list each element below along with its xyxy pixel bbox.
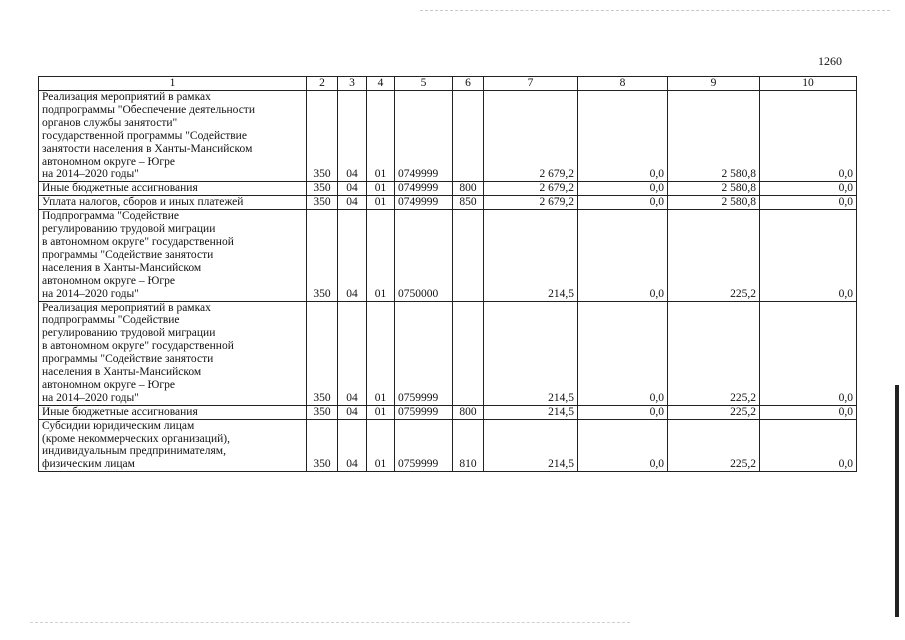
cell-code-6: 800 xyxy=(453,405,484,419)
cell-amount-8: 0,0 xyxy=(578,405,668,419)
cell-amount-7: 214,5 xyxy=(484,419,578,472)
table-row xyxy=(39,419,857,472)
cell-amount-10: 0,0 xyxy=(760,196,857,210)
cell-code-2: 350 xyxy=(307,419,338,472)
cell-amount-10: 0,0 xyxy=(760,91,857,182)
cell-code-4: 01 xyxy=(367,91,395,182)
cell-amount-9: 2 580,8 xyxy=(668,91,760,182)
table-row xyxy=(39,210,857,301)
column-header: 6 xyxy=(453,77,484,91)
cell-code-2: 350 xyxy=(307,182,338,196)
row-name: Субсидии юридическим лицам (кроме некоммерческих организаций), индивидуальным предпринимателям, физическим лицам xyxy=(39,419,307,472)
cell-code-5: 0749999 xyxy=(395,196,453,210)
cell-amount-7: 214,5 xyxy=(484,405,578,419)
cell-amount-10: 0,0 xyxy=(760,419,857,472)
column-header: 8 xyxy=(578,77,668,91)
cell-amount-10: 0,0 xyxy=(760,210,857,301)
scan-noise-bottom xyxy=(30,622,630,624)
cell-amount-7: 2 679,2 xyxy=(484,196,578,210)
table-row xyxy=(39,196,857,210)
cell-code-3: 04 xyxy=(338,301,367,405)
scan-noise-top xyxy=(420,10,890,12)
cell-code-2: 350 xyxy=(307,405,338,419)
row-name: Иные бюджетные ассигнования xyxy=(39,182,307,196)
cell-code-2: 350 xyxy=(307,91,338,182)
cell-code-5: 0749999 xyxy=(395,182,453,196)
header-row xyxy=(39,77,857,91)
cell-code-4: 01 xyxy=(367,210,395,301)
column-header: 10 xyxy=(760,77,857,91)
cell-code-5: 0749999 xyxy=(395,91,453,182)
cell-code-6: 810 xyxy=(453,419,484,472)
cell-code-3: 04 xyxy=(338,405,367,419)
cell-code-2: 350 xyxy=(307,301,338,405)
column-header: 2 xyxy=(307,77,338,91)
cell-amount-8: 0,0 xyxy=(578,196,668,210)
cell-code-3: 04 xyxy=(338,196,367,210)
column-header: 1 xyxy=(39,77,307,91)
budget-table xyxy=(38,76,857,472)
cell-amount-8: 0,0 xyxy=(578,182,668,196)
cell-amount-7: 214,5 xyxy=(484,301,578,405)
cell-amount-9: 225,2 xyxy=(668,419,760,472)
table-row xyxy=(39,405,857,419)
table-row xyxy=(39,182,857,196)
column-header: 9 xyxy=(668,77,760,91)
cell-amount-9: 2 580,8 xyxy=(668,196,760,210)
cell-code-4: 01 xyxy=(367,182,395,196)
cell-amount-7: 2 679,2 xyxy=(484,182,578,196)
cell-code-2: 350 xyxy=(307,210,338,301)
cell-amount-8: 0,0 xyxy=(578,301,668,405)
cell-code-4: 01 xyxy=(367,405,395,419)
table-row xyxy=(39,91,857,182)
cell-amount-9: 225,2 xyxy=(668,301,760,405)
cell-code-6 xyxy=(453,301,484,405)
cell-code-6: 800 xyxy=(453,182,484,196)
row-name: Реализация мероприятий в рамках подпрограммы "Обеспечение деятельности органов службы занятости" государственной программы "Содействие занятости населения в Ханты-Мансийском автономном округе – Югре на 2014–2020 годы" xyxy=(39,91,307,182)
row-name: Иные бюджетные ассигнования xyxy=(39,405,307,419)
cell-amount-8: 0,0 xyxy=(578,210,668,301)
cell-amount-10: 0,0 xyxy=(760,182,857,196)
table-row xyxy=(39,301,857,405)
cell-code-6 xyxy=(453,91,484,182)
cell-amount-8: 0,0 xyxy=(578,419,668,472)
cell-code-5: 0759999 xyxy=(395,301,453,405)
cell-amount-10: 0,0 xyxy=(760,301,857,405)
row-name: Подпрограмма "Содействие регулированию трудовой миграции в автономном округе" государственной программы "Содействие занятости населения в Ханты-Мансийском автономном округе – Югре на 2014–2020 годы" xyxy=(39,210,307,301)
cell-amount-7: 214,5 xyxy=(484,210,578,301)
cell-code-4: 01 xyxy=(367,301,395,405)
cell-code-2: 350 xyxy=(307,196,338,210)
column-header: 3 xyxy=(338,77,367,91)
cell-amount-9: 225,2 xyxy=(668,405,760,419)
cell-code-6: 850 xyxy=(453,196,484,210)
cell-amount-8: 0,0 xyxy=(578,91,668,182)
cell-code-5: 0750000 xyxy=(395,210,453,301)
page-number: 1260 xyxy=(818,54,842,68)
cell-code-5: 0759999 xyxy=(395,419,453,472)
column-header: 4 xyxy=(367,77,395,91)
row-name: Реализация мероприятий в рамках подпрограммы "Содействие регулированию трудовой миграции в автономном округе" государственной программы "Содействие занятости населения в Ханты-Мансийском автономном округе – Югре на 2014–2020 годы" xyxy=(39,301,307,405)
cell-amount-9: 2 580,8 xyxy=(668,182,760,196)
cell-code-5: 0759999 xyxy=(395,405,453,419)
row-name: Уплата налогов, сборов и иных платежей xyxy=(39,196,307,210)
cell-code-4: 01 xyxy=(367,196,395,210)
column-header: 5 xyxy=(395,77,453,91)
scan-edge-mark xyxy=(895,385,899,617)
cell-code-3: 04 xyxy=(338,182,367,196)
cell-amount-9: 225,2 xyxy=(668,210,760,301)
cell-code-4: 01 xyxy=(367,419,395,472)
cell-code-3: 04 xyxy=(338,91,367,182)
cell-amount-10: 0,0 xyxy=(760,405,857,419)
cell-code-3: 04 xyxy=(338,210,367,301)
cell-code-6 xyxy=(453,210,484,301)
cell-amount-7: 2 679,2 xyxy=(484,91,578,182)
cell-code-3: 04 xyxy=(338,419,367,472)
column-header: 7 xyxy=(484,77,578,91)
